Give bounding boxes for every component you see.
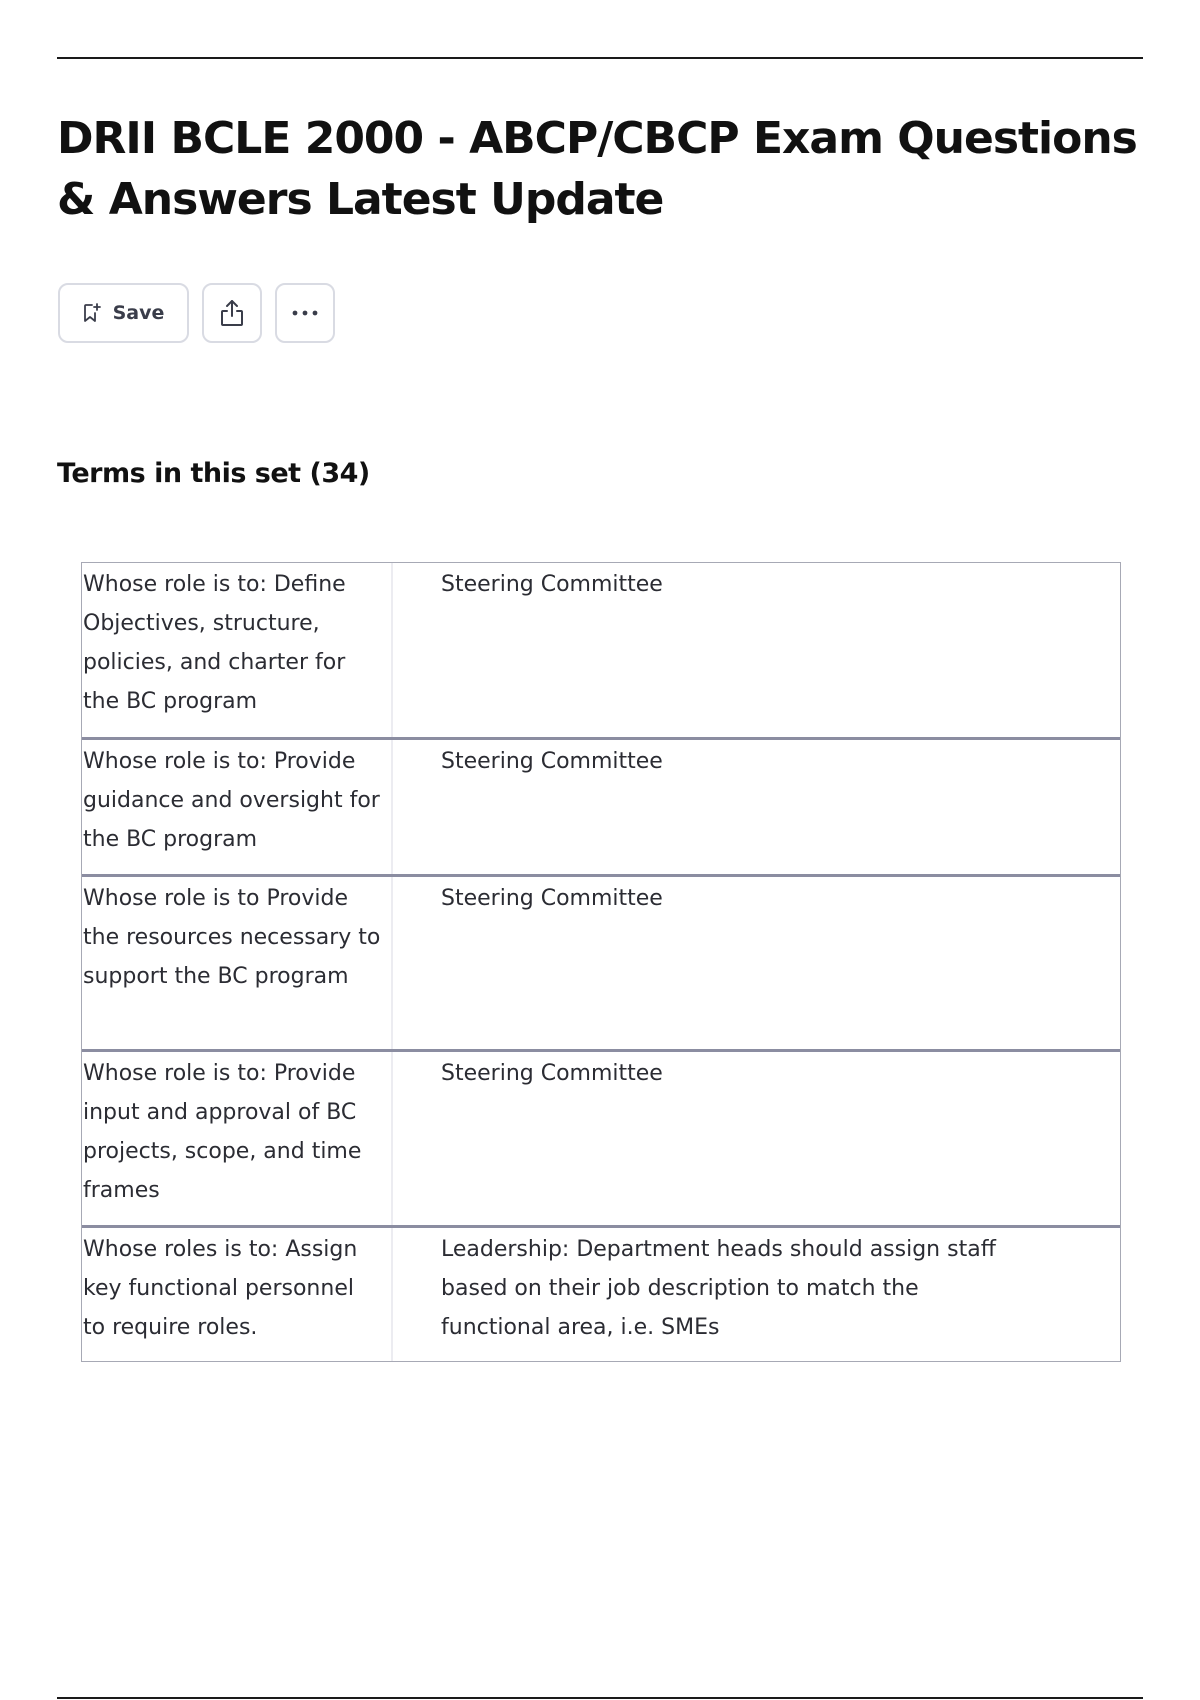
term-answer: Steering Committee (441, 749, 663, 774)
term-question: Whose roles is to: Assign key functional personnel to require roles. (82, 1228, 393, 1361)
term-row (82, 874, 1120, 1049)
term-question: Whose role is to: Provide guidance and oversight for the BC program (82, 740, 393, 874)
save-button[interactable] (58, 283, 189, 343)
term-question: Whose role is to: Provide input and approval of BC projects, scope, and time frames (82, 1052, 393, 1225)
more-horizontal-icon (291, 309, 319, 317)
more-options-button[interactable] (275, 283, 335, 343)
share-icon (218, 298, 246, 328)
terms-heading: Terms in this set (34) (57, 458, 370, 489)
top-divider (57, 57, 1143, 59)
bookmark-add-icon (83, 303, 101, 323)
term-answer: Steering Committee (441, 1061, 663, 1086)
term-row (82, 563, 1120, 737)
term-row (82, 1049, 1120, 1225)
bottom-divider (57, 1697, 1143, 1699)
term-answer: Steering Committee (441, 572, 663, 597)
page-title: DRII BCLE 2000 - ABCP/CBCP Exam Questions & Answers Latest Update (57, 113, 1137, 225)
save-button-label: Save (112, 302, 165, 324)
term-row (82, 1225, 1120, 1361)
term-question: Whose role is to: Define Objectives, structure, policies, and charter for the BC program (82, 563, 393, 737)
term-answer: Steering Committee (441, 886, 663, 911)
term-question: Whose role is to Provide the resources necessary to support the BC program (82, 877, 393, 1049)
toolbar (58, 283, 335, 343)
share-button[interactable] (202, 283, 262, 343)
term-row (82, 737, 1120, 874)
terms-list (81, 562, 1121, 1362)
term-answer: Leadership: Department heads should assign staff based on their job description to match the functional area, i.e. SMEs (441, 1237, 996, 1340)
